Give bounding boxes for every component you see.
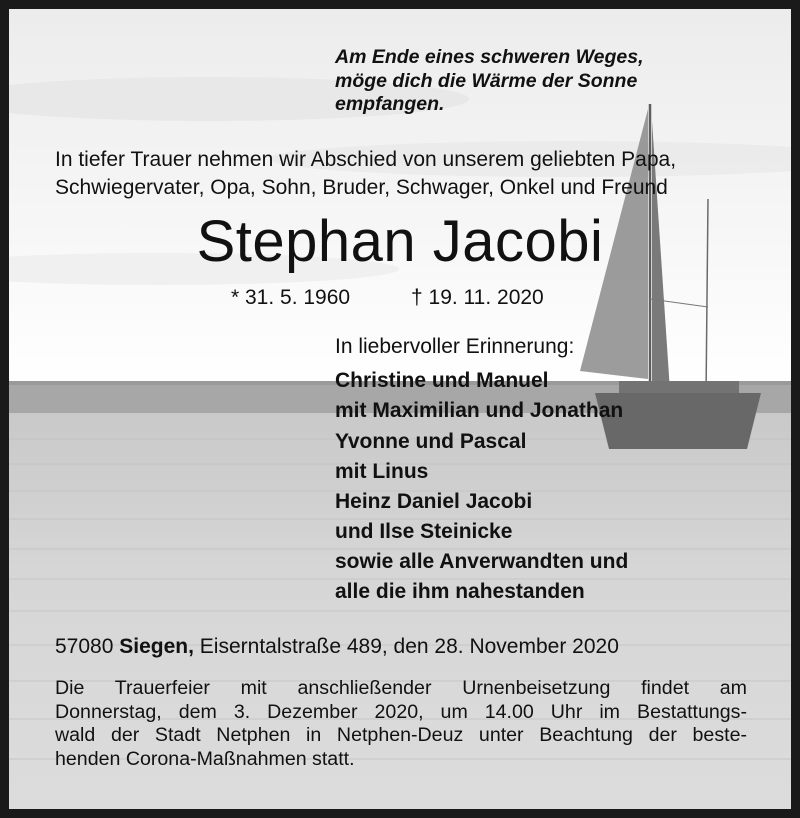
death-date: † 19. 11. 2020 <box>411 286 544 309</box>
mourner-group <box>335 487 532 547</box>
mourner-group <box>335 427 526 487</box>
mourner-line: mit Maximilian und Jonathan <box>335 399 624 422</box>
motto-quote <box>335 46 644 117</box>
deceased-name: Stephan Jacobi <box>196 209 604 274</box>
city: Siegen, <box>119 635 194 658</box>
funeral-notice <box>55 677 747 771</box>
mourner-line: sowie alle Anverwandten und <box>335 550 629 573</box>
postcode: 57080 <box>55 635 114 658</box>
notice-line: henden Corona-Maßnahmen statt. <box>55 747 355 770</box>
notice-line: Die Trauerfeier mit anschließender Urnenbeisetzung findet am <box>55 677 747 699</box>
motto-line: empfangen. <box>335 93 445 115</box>
mourner-line: Heinz Daniel Jacobi <box>335 490 533 513</box>
mourner-line: Yvonne und Pascal <box>335 430 527 453</box>
intro-line: In tiefer Trauer nehmen wir Abschied von unserem geliebten Papa, <box>55 148 677 171</box>
notice-line: wald der Stadt Netphen in Netphen-Deuz unter Beachtung der beste- <box>55 724 747 746</box>
place-and-date <box>55 633 619 661</box>
mourner-line: mit Linus <box>335 460 429 483</box>
intro-text <box>55 146 676 202</box>
mourner-line: und Ilse Steinicke <box>335 520 513 543</box>
notice-line: Donnerstag, dem 3. Dezember 2020, um 14.00 Uhr im Bestattungs- <box>55 700 747 723</box>
intro-line: Schwiegervater, Opa, Sohn, Bruder, Schwager, Onkel und Freund <box>55 176 668 199</box>
mourner-line: alle die ihm nahestanden <box>335 580 585 603</box>
memory-intro: In liebervoller Erinnerung: <box>335 335 575 358</box>
mourner-group <box>335 366 623 426</box>
motto-line: Am Ende eines schweren Weges, <box>335 46 644 68</box>
motto-line: möge dich die Wärme der Sonne <box>335 69 638 92</box>
birth-date: * 31. 5. 1960 <box>231 286 351 309</box>
address-date: Eiserntalstraße 489, den 28. November 2020 <box>199 635 619 658</box>
mourner-group <box>335 547 628 607</box>
mourner-line: Christine und Manuel <box>335 369 549 392</box>
